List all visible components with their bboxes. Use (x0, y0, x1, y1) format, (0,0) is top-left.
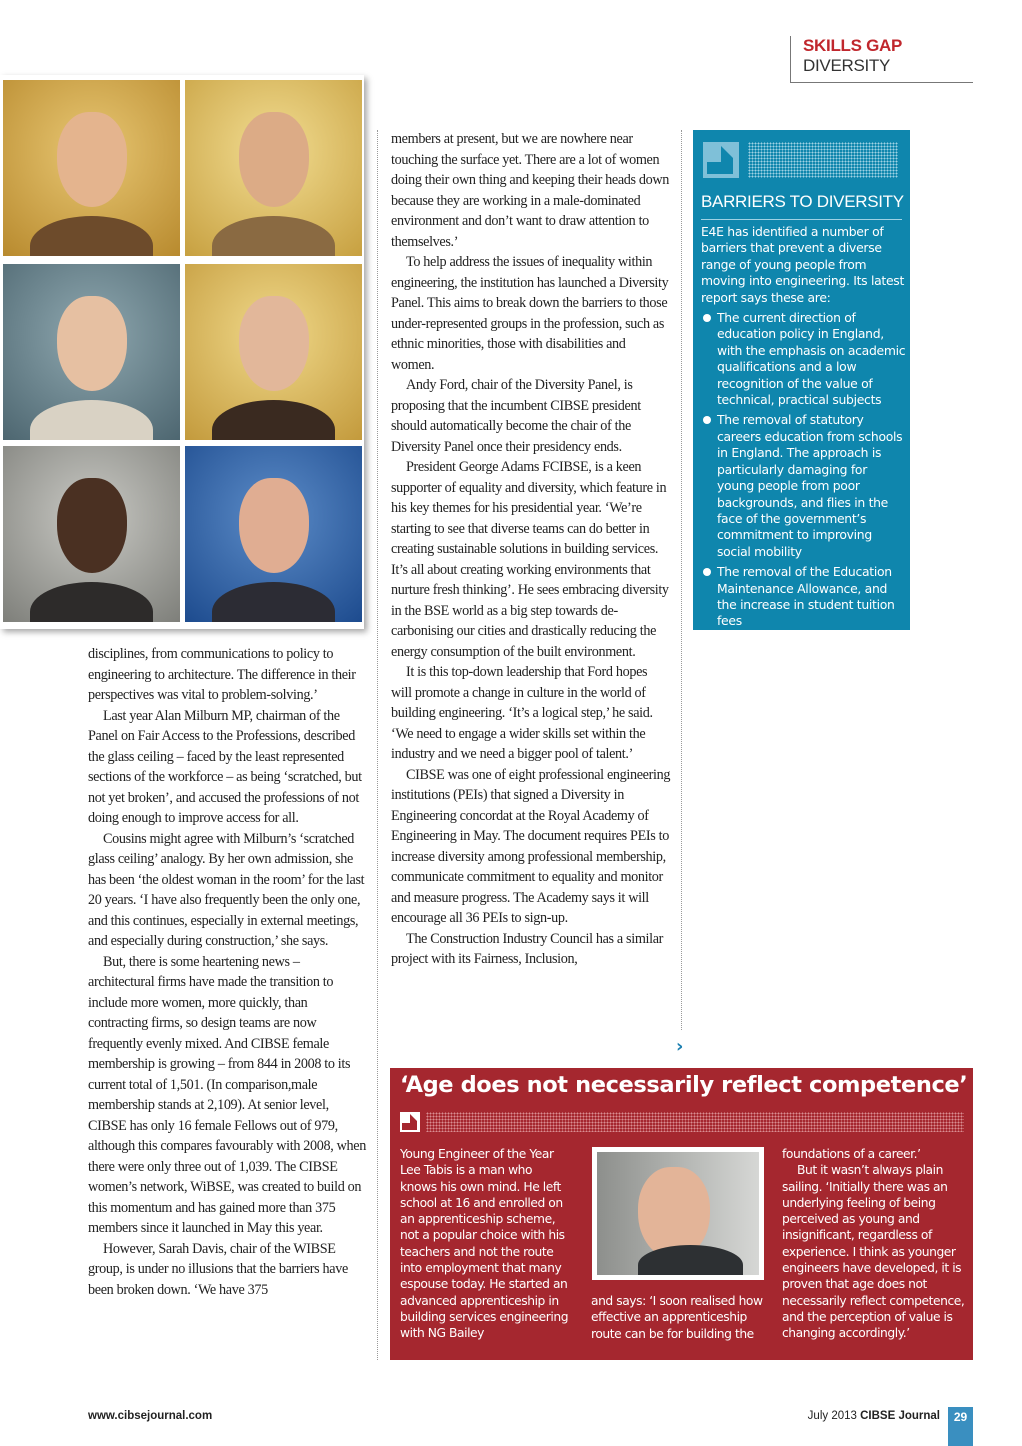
paragraph: members at present, but we are nowhere near touching the surface yet. There are a lot of women doing their own thing and keeping their heads down because they are working in a male-dominated environment and don’t want to draw attention to themselves.’ (391, 131, 670, 250)
list-item: The removal of the Education Maintenance Allowance, and the increase in student tuition fees (701, 564, 906, 630)
list-item: The removal of statutory careers education from schools in England. The approach is particularly damaging for young people from poor backgrounds, and flies in the face of the government’s commitment to improving social mobility (701, 412, 906, 560)
website-url[interactable]: www.cibsejournal.com (88, 1410, 213, 1422)
portrait-photo (3, 80, 180, 256)
paragraph: But, there is some heartening news – architectural firms have made the transition to include more women, more quickly, than contracting firms, so design teams are now frequently evenly mixed. And CIBSE female membership is growing – from 844 in 2008 to its current total of 1,501. (In comparison,male membership stands at 2,109). At senior level, CIBSE has only 16 female Fellows out of 979, although this compares favourably with 2008, when there were only three out of 1,039. The CIBSE women’s network, WiBSE, was created to build on this momentum and has gained more than 375 members since it launched in May this year. (88, 953, 366, 1236)
lee-tabis-photo (592, 1147, 764, 1280)
bullet-icon (703, 314, 711, 322)
paragraph: CIBSE was one of eight professional engineering institutions (PEIs) that signed a Diversity in Engineering concordat at the Royal Academy of Engineering in May. The document requires PEIs to increase diversity among professional membership, communicate commitment to equality and monitor and measure progress. The Academy says it will encourage all 36 PEIs to sign-up. (391, 766, 671, 926)
bullet-icon (703, 568, 711, 576)
pullout-column-1: Young Engineer of the Year Lee Tabis is a man who knows his own mind. He left school at 16 and enrolled on an apprenticeship scheme, not a popular choice with his teachers and not the route into employment that many espouse today. He started an advanced apprenticeship in building services engineering with NG Bailey (400, 1147, 569, 1341)
portrait-photo (185, 80, 362, 256)
paragraph: Cousins might agree with Milburn’s ‘scratched glass ceiling’ analogy. By her own admission, she has been ‘the oldest woman in the room’ for the last 20 years. ‘I have also frequently been the only one, and this continues, especially in external meetings, and especially during construction,’ she says. (88, 830, 365, 949)
paragraph: Last year Alan Milburn MP, chairman of the Panel on Fair Access to the Professions, described the glass ceiling – faced by the least represented sections of the workforce – as being ‘scratched, but not yet broken’, and accused the professions of not doing enough to improve access for all. (88, 707, 362, 826)
young-engineer-pullout (390, 1068, 973, 1360)
sidebar-intro: E4E has identified a number of barriers that prevent a diverse range of young people from moving into engineering. Its latest report says these are: (701, 224, 905, 305)
paragraph: However, Sarah Davis, chair of the WIBSE group, is under no illusions that the barriers have been broken down. ‘We have 375 (88, 1240, 348, 1298)
journal-logo-icon (400, 1112, 420, 1132)
bullet-icon (703, 416, 711, 424)
topic-label: DIVERSITY (803, 56, 891, 75)
portrait-photo (3, 264, 180, 440)
paragraph: To help address the issues of inequality within engineering, the institution has launched a Diversity Panel. This aims to break down the barriers to those under-represented groups in the profession, such as ethnic minorities, those with disabilities and women. (391, 254, 669, 373)
article-column-left (88, 644, 366, 1300)
barriers-list (701, 310, 906, 630)
portrait-photo (3, 446, 180, 622)
paragraph: It is this top-down leadership that Ford hopes will promote a change in culture in the world of building engineering. ‘It’s a logical step,’ he said. ‘We need to engage a wider skills set within the industry and we need a bigger pool of talent.’ (391, 664, 653, 762)
portrait-photo (185, 264, 362, 440)
section-label: SKILLS GAP (803, 36, 903, 55)
sidebar-title: BARRIERS TO DIVERSITY (701, 192, 904, 211)
paragraph: Andy Ford, chair of the Diversity Panel, is proposing that the incumbent CIBSE president should automatically become the chair of the Diversity Panel once their presidency ends. (391, 377, 641, 455)
pullout-column-3: foundations of a career.’ But it wasn’t always plain sailing. ‘Initially there was an underlying feeling of being perceived as young and insignificant, regardless of experience. I think as younger engineers have developed, it is proven that age does not necessarily reflect competence, and the perception of value is changing accordingly.’ (782, 1147, 965, 1341)
journal-logo-icon (703, 142, 739, 178)
continue-arrow-icon: › (676, 1036, 684, 1057)
list-item: The current direction of education policy in England, with the emphasis on academic qualifications and a low recognition of the value of technical, practical subjects (701, 310, 906, 408)
barriers-sidebar (693, 130, 910, 630)
pullout-column-2: and says: ‘I soon realised how effective an apprenticeship route can be for building the (591, 1294, 763, 1341)
portrait-grid (0, 75, 364, 629)
section-header (790, 36, 973, 83)
column-divider (681, 130, 682, 1030)
paragraph: disciplines, from communications to policy to engineering to architecture. The difference in their perspectives was vital to problem-solving.’ (88, 646, 356, 703)
paragraph: President George Adams FCIBSE, is a keen supporter of equality and diversity, which feature in his key themes for his presidential year. ‘We’re starting to see that diverse teams can do better in creating sustainable solutions in building services. It’s all about creating working environments that nurture fresh thinking’. He sees embracing diversity in the BSE world as a big step towards de-carbonising our cities and drastically reducing the energy consumption of the built environment. (391, 459, 669, 660)
dot-pattern (426, 1112, 964, 1132)
pullout-title: ‘Age does not necessarily reflect competence’ (400, 1072, 968, 1098)
dot-pattern (748, 142, 898, 178)
paragraph: The Construction Industry Council has a similar project with its Fairness, Inclusion, (391, 930, 664, 967)
issue-info: July 2013 CIBSE Journal (807, 1410, 940, 1422)
column-divider (377, 130, 378, 1360)
portrait-photo (185, 446, 362, 622)
article-column-middle (391, 129, 671, 970)
page-number: 29 (948, 1407, 973, 1446)
divider (701, 219, 902, 220)
